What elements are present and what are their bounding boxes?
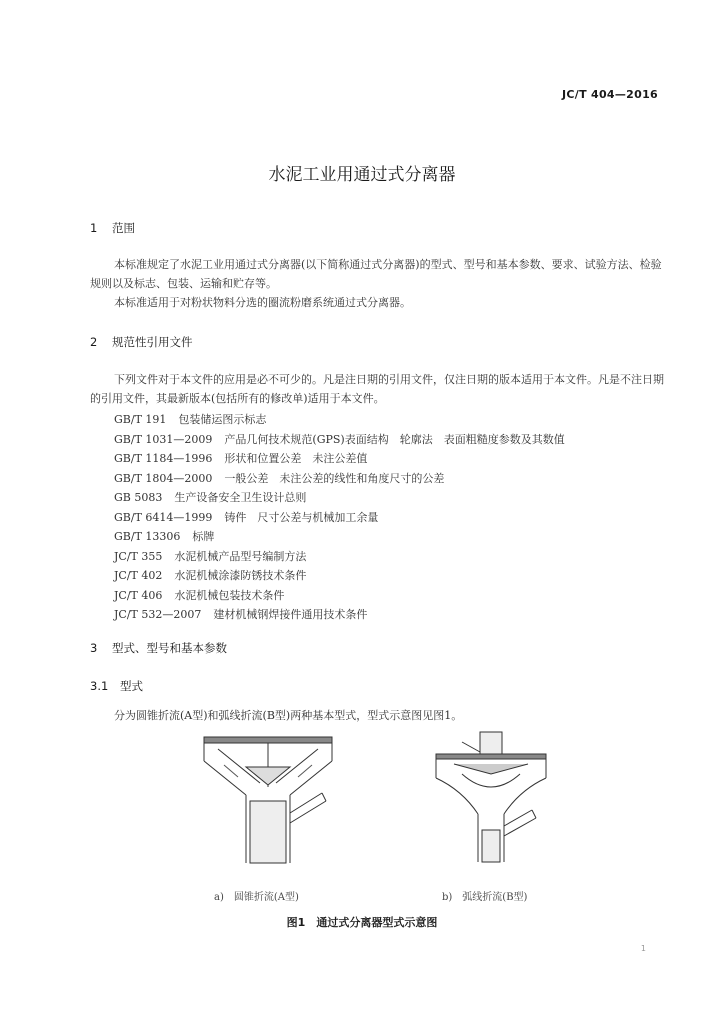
section-2-title: 规范性引用文件 <box>112 335 193 349</box>
reference-item <box>114 508 565 528</box>
reference-item <box>114 527 565 547</box>
doc-code: JC/T 404—2016 <box>562 88 658 101</box>
reference-code: GB 5083 <box>114 491 163 504</box>
reference-title: 建材机械钢焊接件通用技术条件 <box>213 608 368 621</box>
reference-title: 生产设备安全卫生设计总则 <box>174 491 307 504</box>
reference-code: GB/T 1031—2009 <box>114 432 213 446</box>
reference-title: 标牌 <box>192 530 215 543</box>
page-title: 水泥工业用通过式分离器 <box>268 165 456 185</box>
section-1-para-2: 本标准适用于对粉状物料分选的圈流粉磨系统通过式分离器。 <box>114 296 411 309</box>
page-number: 1 <box>640 944 646 953</box>
reference-title: 产品几何技术规范(GPS)表面结构 轮廓法 表面粗糙度参数及其数值 <box>224 432 565 446</box>
reference-title: 包装储运图示标志 <box>178 413 267 426</box>
section-1-title: 范围 <box>112 221 135 235</box>
figure-a-drawing <box>198 735 338 865</box>
section-3-1-title: 型式 <box>120 679 143 693</box>
reference-item <box>114 430 565 450</box>
reference-code: JC/T 406 <box>114 588 163 602</box>
reference-item <box>114 547 565 567</box>
section-3-1-heading <box>90 678 143 694</box>
section-1-number: 1 <box>90 221 98 235</box>
reference-item <box>114 449 565 469</box>
section-1-heading <box>90 220 135 236</box>
reference-code: GB/T 6414—1999 <box>114 510 213 524</box>
reference-code: GB/T 191 <box>114 413 167 426</box>
reference-title: 水泥机械包装技术条件 <box>174 588 285 602</box>
reference-code: JC/T 355 <box>114 549 163 563</box>
reference-title: 水泥机械涂漆防锈技术条件 <box>174 569 307 582</box>
reference-title: 铸件 尺寸公差与机械加工余量 <box>224 510 379 524</box>
reference-item <box>114 410 565 430</box>
reference-item <box>114 488 565 508</box>
reference-item <box>114 566 565 586</box>
reference-code: GB/T 1184—1996 <box>114 452 213 465</box>
reference-item <box>114 586 565 606</box>
reference-title: 形状和位置公差 未注公差值 <box>224 452 368 465</box>
section-2-number: 2 <box>90 335 98 349</box>
section-3-title: 型式、型号和基本参数 <box>112 641 227 655</box>
figure-caption: 图1 通过式分离器型式示意图 <box>286 916 438 929</box>
figure-b-caption: b) 弧线折流(B型) <box>442 892 528 903</box>
section-3-1-number: 3.1 <box>90 679 109 693</box>
reference-code: GB/T 1804—2000 <box>114 471 213 485</box>
section-2-heading <box>90 334 193 350</box>
reference-list <box>114 410 565 625</box>
reference-item <box>114 469 565 489</box>
figure-a-caption: a) 圆锥折流(A型) <box>214 892 299 903</box>
reference-title: 水泥机械产品型号编制方法 <box>174 549 307 563</box>
section-3-number: 3 <box>90 641 98 655</box>
reference-code: GB/T 13306 <box>114 530 181 543</box>
reference-code: JC/T 402 <box>114 569 163 582</box>
figure-b-drawing <box>432 730 550 865</box>
section-3-heading <box>90 640 227 656</box>
section-3-1-text: 分为圆锥折流(A型)和弧线折流(B型)两种基本型式，型式示意图见图1。 <box>114 709 463 722</box>
section-1-para-1: 本标准规定了水泥工业用通过式分离器(以下简称通过式分离器)的型式、型号和基本参数、要求、试验方法、检验规则以及标志、包装、运输和贮存等。 <box>90 258 662 290</box>
reference-title: 一般公差 未注公差的线性和角度尺寸的公差 <box>224 471 445 485</box>
reference-code: JC/T 532—2007 <box>114 608 202 621</box>
reference-item <box>114 605 565 625</box>
section-2-intro: 下列文件对于本文件的应用是必不可少的。凡是注日期的引用文件，仅注日期的版本适用于本文件。凡是不注日期的引用文件，其最新版本(包括所有的修改单)适用于本文件。 <box>90 373 664 405</box>
